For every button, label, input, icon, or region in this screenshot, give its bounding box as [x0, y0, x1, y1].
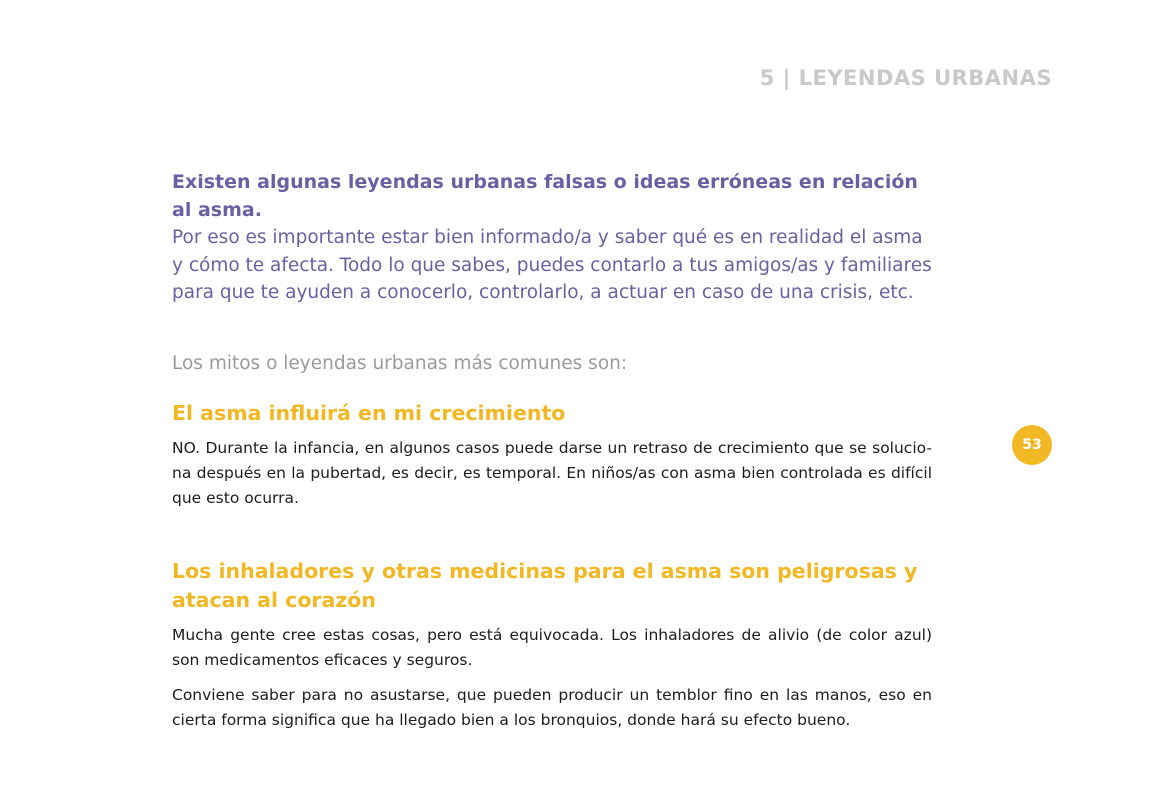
myths-subtitle: Los mitos o leyendas urbanas más comunes son:	[172, 352, 628, 374]
intro-line: y cómo te afecta. Todo lo que sabes, puedes contarlo a tus amigos/as y familiares	[172, 254, 932, 276]
section-title-inhalers: Los inhaladores y otras medicinas para el asma son peligrosas y atacan al corazón	[172, 558, 918, 612]
section-paragraph: Mucha gente cree estas cosas, pero está equivocada. Los inhaladores de alivio (de color azul) son medicamentos eficaces y seguros.	[172, 625, 932, 669]
section-title-growth: El asma influirá en mi crecimiento	[172, 400, 566, 425]
page-content	[172, 168, 932, 733]
intro-line: para que te ayuden a conocerlo, controlarlo, a actuar en caso de una crisis, etc.	[172, 282, 914, 303]
section-paragraph: NO. Durante la infancia, en algunos casos puede darse un retraso de crecimiento que se solucio-na después en la pubertad, es decir, es temporal. En niños/as con asma bien controlada es difícil que esto ocurra.	[172, 438, 932, 507]
section-paragraph: Conviene saber para no asustarse, que pueden producir un temblor fino en las manos, eso en cierta forma significa que ha llegado bien a los bronquios, donde hará su efecto bueno.	[172, 685, 932, 729]
intro-line: Por eso es importante estar bien informado/a y saber qué es en realidad el asma	[172, 227, 923, 248]
page-number-badge: 53	[1012, 425, 1052, 465]
chapter-header: 5 | LEYENDAS URBANAS	[759, 66, 1052, 90]
intro-bold-sentence: Existen algunas leyendas urbanas falsas o ideas erróneas en relación al asma.	[172, 171, 918, 221]
